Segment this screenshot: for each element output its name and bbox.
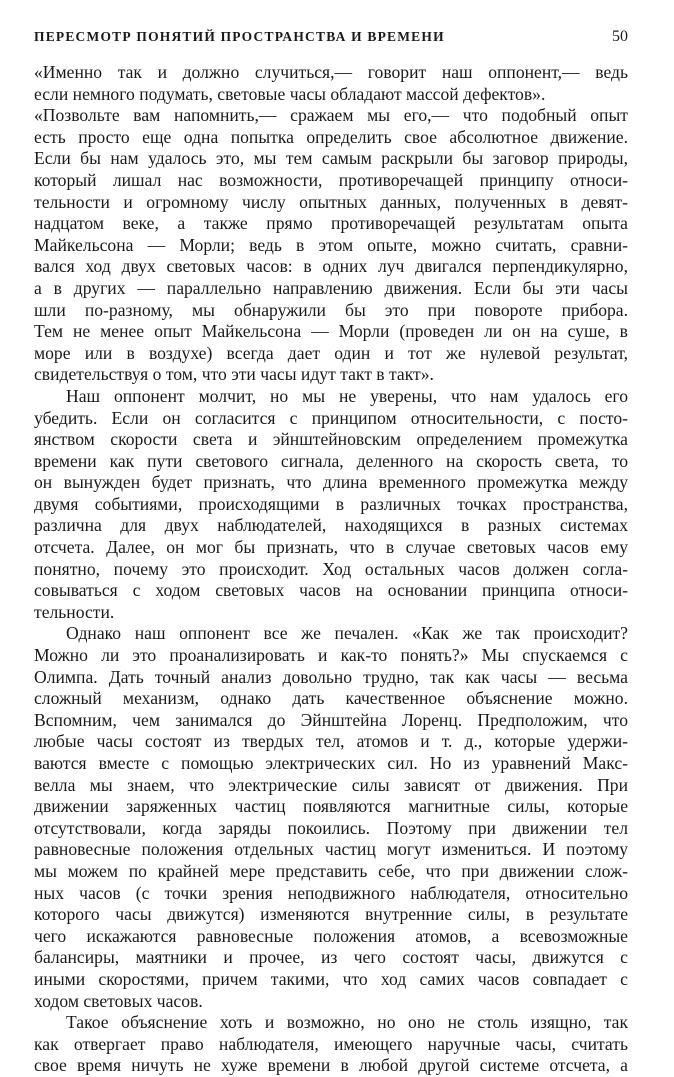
text-line: «Позвольте вам напомнить,— сражаем мы его,— что подобный опыт: [34, 105, 628, 126]
text-line: равновесные положения отдельных частиц могут измениться. И поэтому: [34, 839, 628, 860]
text-line: чего искажаются равновесные положения атомов, а всевозможные: [34, 925, 628, 946]
text-line: различна для двух наблюдателей, находящихся в разных системах: [34, 515, 628, 536]
text-line: совываться с ходом световых часов на основании принципа относи-: [34, 580, 628, 601]
text-line: любые часы состоят из твердых тел, атомов и т. д., которые удержи-: [34, 731, 628, 752]
text-line: Можно ли это проанализировать и как-то понять?» Мы спускаемся с: [34, 645, 628, 666]
text-line: Если бы нам удалось это, мы тем самым раскрыли бы заговор природы,: [34, 148, 628, 169]
text-line: тельности и огромному числу опытных данных, полученных в девят-: [34, 191, 628, 212]
body-text: [34, 62, 628, 1077]
paragraph: [34, 386, 628, 624]
text-line: сложный механизм, однако дать качественное объяснение можно.: [34, 688, 628, 709]
text-line: тельности.: [34, 601, 115, 622]
text-line: свидетельствуя о том, что эти часы идут такт в такт».: [34, 364, 434, 385]
text-line: Однако наш оппонент все же печален. «Как же так происходит?: [66, 623, 628, 644]
text-line: шли по-разному, мы обнаружили бы это при повороте прибора.: [34, 299, 628, 320]
text-line: велла мы знаем, что электрические силы зависят от движения. При: [34, 774, 628, 795]
text-line: двумя событиями, происходящими в различных точках пространства,: [34, 493, 628, 514]
text-line: понятно, почему это происходит. Ход остальных часов должен согла-: [34, 558, 628, 579]
text-line: ных часов (с точки зрения неподвижного наблюдателя, относительно: [34, 882, 628, 903]
text-line: если немного подумать, световые часы обладают массой дефектов».: [34, 83, 546, 104]
paragraph: [34, 623, 628, 1012]
text-line: Наш оппонент молчит, но мы не уверены, что нам удалось его: [66, 385, 628, 406]
running-head: [34, 28, 628, 58]
text-line: Тем не менее опыт Майкельсона — Морли (проведен ли он на суше, в: [34, 321, 628, 342]
text-line: янством скорости света и эйнштейновским определением промежутка: [34, 429, 628, 450]
paragraph: [34, 1012, 628, 1077]
text-line: которого часы движутся) изменяются внутренние силы, в результате: [34, 904, 628, 925]
text-line: как отвергает право наблюдателя, имеющего наручные часы, считать: [34, 1033, 628, 1054]
text-line: Майкельсона — Морли; ведь в этом опыте, можно считать, сравни-: [34, 234, 628, 255]
text-line: отсутствовали, когда заряды покоились. Поэтому при движении тел: [34, 817, 628, 838]
text-line: движении заряженных частиц появляются магнитные силы, которые: [34, 796, 628, 817]
running-title: ПЕРЕСМОТР ПОНЯТИЙ ПРОСТРАНСТВА И ВРЕМЕНИ: [34, 29, 445, 44]
text-line: «Именно так и должно случиться,— говорит наш оппонент,— ведь: [34, 62, 628, 82]
text-line: ваются вместе с помощью электрических сил. Но из уравнений Макс-: [34, 753, 628, 773]
text-line: мы можем по крайней мере представить себе, что при движении слож-: [34, 860, 628, 881]
text-line: Такое объяснение хоть и возможно, но оно не столь изящно, так: [66, 1012, 628, 1033]
text-line: ходом световых часов.: [34, 990, 203, 1011]
text-line: который лишал нас возможности, противоречащей принципу относи-: [34, 169, 628, 190]
text-line: надцатом веке, а также прямо противоречащей результатам опыта: [34, 213, 628, 234]
text-line: убедить. Если он согласится с принципом относительности, с посто-: [34, 407, 628, 428]
book-page: [34, 28, 628, 1077]
text-line: а в других — параллельно направлению движения. Если бы эти часы: [34, 277, 628, 298]
paragraph: [34, 105, 628, 386]
text-line: балансиры, маятники и прочее, из чего состоят часы, движутся с: [34, 947, 628, 968]
text-line: он вынужден будет признать, что длина временного промежутка между: [34, 472, 628, 493]
text-line: иными скоростями, причем такими, что ход самих часов совпадает с: [34, 968, 628, 989]
text-line: Олимпа. Дать точный анализ довольно трудно, так как часы — весьма: [34, 666, 628, 687]
text-line: вался ход двух световых часов: в одних луч двигался перпендикулярно,: [34, 256, 628, 277]
text-line: свое время ничуть не хуже времени в любой другой системе отсчета, а: [34, 1055, 628, 1076]
paragraph: [34, 62, 628, 105]
page-number: 50: [612, 28, 628, 45]
text-line: Вспомним, чем занимался до Эйнштейна Лоренц. Предположим, что: [34, 709, 628, 730]
text-line: времени как пути светового сигнала, деленного на скорость света, то: [34, 450, 628, 471]
text-line: отсчета. Далее, он мог бы признать, что в случае световых часов ему: [34, 537, 628, 558]
text-line: есть просто еще одна попытка определить свое абсолютное движение.: [34, 126, 628, 147]
text-line: море или в воздухе) всегда дает один и тот же нулевой результат,: [34, 342, 628, 363]
